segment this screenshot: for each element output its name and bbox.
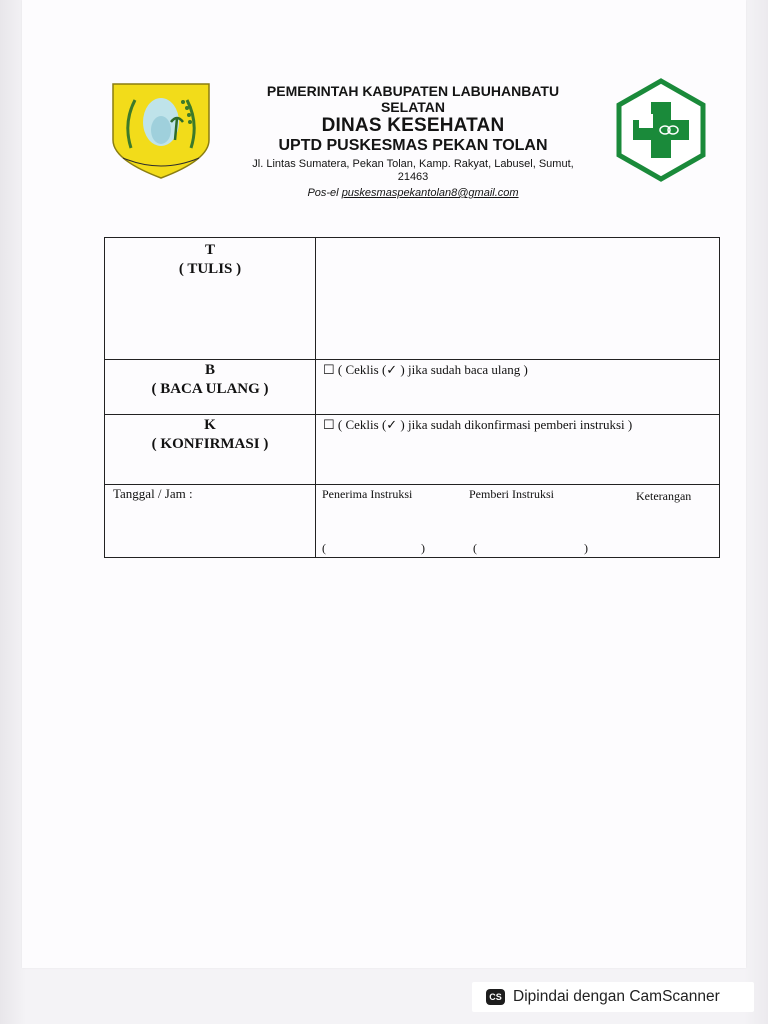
konfirmasi-letter: K (204, 417, 216, 433)
agency-line-1: PEMERINTAH KABUPATEN LABUHANBATU (266, 83, 560, 99)
address-line: Jl. Lintas Sumatera, Pekan Tolan, Kamp. Rakyat, Labusel, Sumut, (252, 158, 574, 170)
department-title: DINAS KESEHATAN (321, 115, 505, 136)
konfirmasi-text: ( KONFIRMASI ) (151, 436, 269, 452)
receiver-signature-close: ) (421, 541, 425, 555)
postal-code: 21463 (397, 171, 429, 183)
receiver-signature-open: ( (322, 541, 326, 555)
receiver-label: Penerima Instruksi (322, 487, 413, 501)
email-label: Pos-el (307, 187, 339, 199)
baca-ulang-letter: B (204, 362, 215, 378)
tbk-instruction-form (104, 237, 720, 558)
row-divider-1 (105, 359, 719, 360)
row-divider-3 (105, 484, 719, 485)
baca-ulang-text: ( BACA ULANG ) (151, 381, 269, 397)
camscanner-watermark (472, 982, 754, 1012)
tulis-letter: T (204, 242, 215, 258)
unit-title: UPTD PUSKESMAS PEKAN TOLAN (278, 137, 548, 154)
letterhead-text (232, 83, 594, 200)
regency-coat-of-arms-icon (109, 78, 213, 182)
email-link[interactable]: puskesmaspekantolan8@gmail.com (341, 187, 519, 199)
puskesmas-cross-logo-icon (615, 78, 707, 182)
note-label: Keterangan (636, 489, 692, 503)
tulis-label (105, 241, 315, 279)
konfirmasi-checkbox-text[interactable]: ☐ ( Ceklis (✓ ) jika sudah dikonfirmasi pemberi instruksi ) (323, 417, 633, 432)
konfirmasi-label (105, 416, 315, 454)
giver-signature-open: ( (473, 541, 477, 555)
camscanner-text: Dipindai dengan CamScanner (513, 988, 720, 1005)
baca-ulang-checkbox-text[interactable]: ☐ ( Ceklis (✓ ) jika sudah baca ulang ) (323, 362, 528, 377)
camscanner-icon: CS (486, 989, 505, 1005)
date-time-label: Tanggal / Jam : (113, 486, 193, 501)
giver-label: Pemberi Instruksi (469, 487, 554, 501)
letterhead (0, 0, 768, 210)
email-line (232, 186, 594, 200)
baca-ulang-label (105, 361, 315, 399)
giver-signature-close: ) (584, 541, 588, 555)
tulis-text: ( TULIS ) (178, 261, 242, 277)
tulis-input-area[interactable] (316, 239, 719, 358)
row-divider-2 (105, 414, 719, 415)
agency-line-1b: SELATAN (380, 99, 446, 115)
